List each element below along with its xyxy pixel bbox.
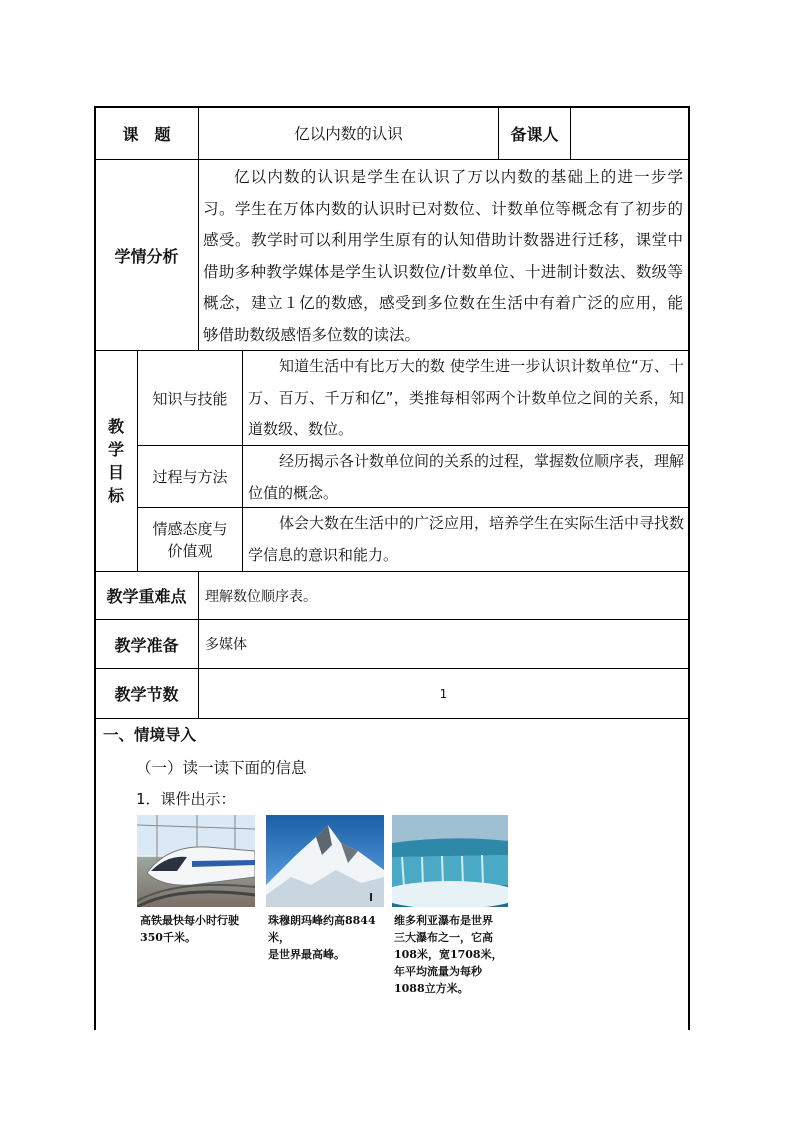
- preparer-value: [571, 107, 688, 159]
- caption-line: 年平均流量为每秒: [394, 965, 482, 978]
- preparation-text: 多媒体: [205, 637, 247, 653]
- analysis-label: 学情分析: [114, 246, 179, 266]
- subsection-heading: （一）读一读下面的信息: [136, 759, 307, 777]
- goals-label-char: 标: [107, 486, 124, 505]
- goal-attitude-text: 体会大数在生活中的广泛应用，培养学生在实际生活中寻找数学信息的意识和能力。: [248, 514, 685, 564]
- high-speed-train-photo: [137, 815, 255, 907]
- goal-process-text: 经历揭示各计数单位间的关系的过程，掌握数位顺序表，理解位值的概念。: [248, 452, 685, 502]
- caption-line: 三大瀑布之一，它高: [394, 931, 493, 944]
- everest-caption: [268, 912, 390, 963]
- item-heading: 1．课件出示：: [136, 790, 236, 808]
- train-caption: [140, 912, 260, 946]
- falls-caption: [394, 912, 512, 997]
- goals-label: [95, 351, 137, 571]
- goal-knowledge-label: 知识与技能: [152, 389, 228, 408]
- caption-line: 珠穆朗玛峰约高8844米，: [268, 914, 376, 944]
- col-divider: [242, 350, 243, 571]
- goals-label-char: 目: [107, 463, 124, 482]
- key-points-text: 理解数位顺序表。: [205, 588, 317, 605]
- caption-line: 1088立方米。: [394, 982, 469, 995]
- goals-label-char: 学: [107, 440, 124, 459]
- periods-label: 教学节数: [114, 685, 179, 704]
- preparer-label: 备课人: [510, 124, 559, 144]
- victoria-falls-photo: [392, 815, 508, 907]
- goal-process-label: 过程与方法: [152, 468, 228, 486]
- goal-knowledge-text: 知道生活中有比万大的数 使学生进一步认识计数单位“万、十万、百万、千万和亿”，类推每相邻两个计数单位之间的关系，知道数级、数位。: [248, 357, 684, 438]
- key-points-label: 教学重难点: [106, 587, 187, 606]
- goal-attitude-label-line: 价值观: [167, 541, 213, 560]
- periods-value: 1: [439, 686, 448, 701]
- table-right-border: [688, 106, 690, 1030]
- goal-attitude-label: [138, 508, 242, 571]
- topic-label: 课 题: [122, 124, 171, 144]
- section-heading: 一、情境导入: [103, 726, 197, 744]
- goals-label-char: 教: [107, 417, 124, 436]
- caption-line: 是世界最高峰。: [268, 948, 345, 961]
- goal-attitude-label-line: 情感态度与: [152, 519, 228, 538]
- caption-line: 108米，宽1708米，: [394, 948, 503, 961]
- caption-line: 高铁最快每小时行驶: [140, 914, 239, 927]
- analysis-text: 亿以内数的认识是学生在认识了万以内数的基础上的进一步学习。学生在万体内数的认识时已对数位、计数单位等概念有了初步的感受。教学时可以利用学生原有的认知借助计数器进行迁移，课堂中借助多种教学媒体是学生认识数位/计数单位、十进制计数法、数级等概念，建立１亿的数感，感受到多位数在生活中有着广泛的应用，能够借助数级感悟多位数的读法。: [203, 168, 683, 344]
- caption-line: 350千米。: [140, 931, 196, 944]
- caption-line: 维多利亚瀑布是世界: [394, 914, 493, 927]
- preparation-label: 教学准备: [114, 635, 179, 655]
- topic-value: 亿以内数的认识: [294, 125, 403, 143]
- mount-everest-photo: [266, 815, 384, 907]
- row-divider: [95, 718, 689, 719]
